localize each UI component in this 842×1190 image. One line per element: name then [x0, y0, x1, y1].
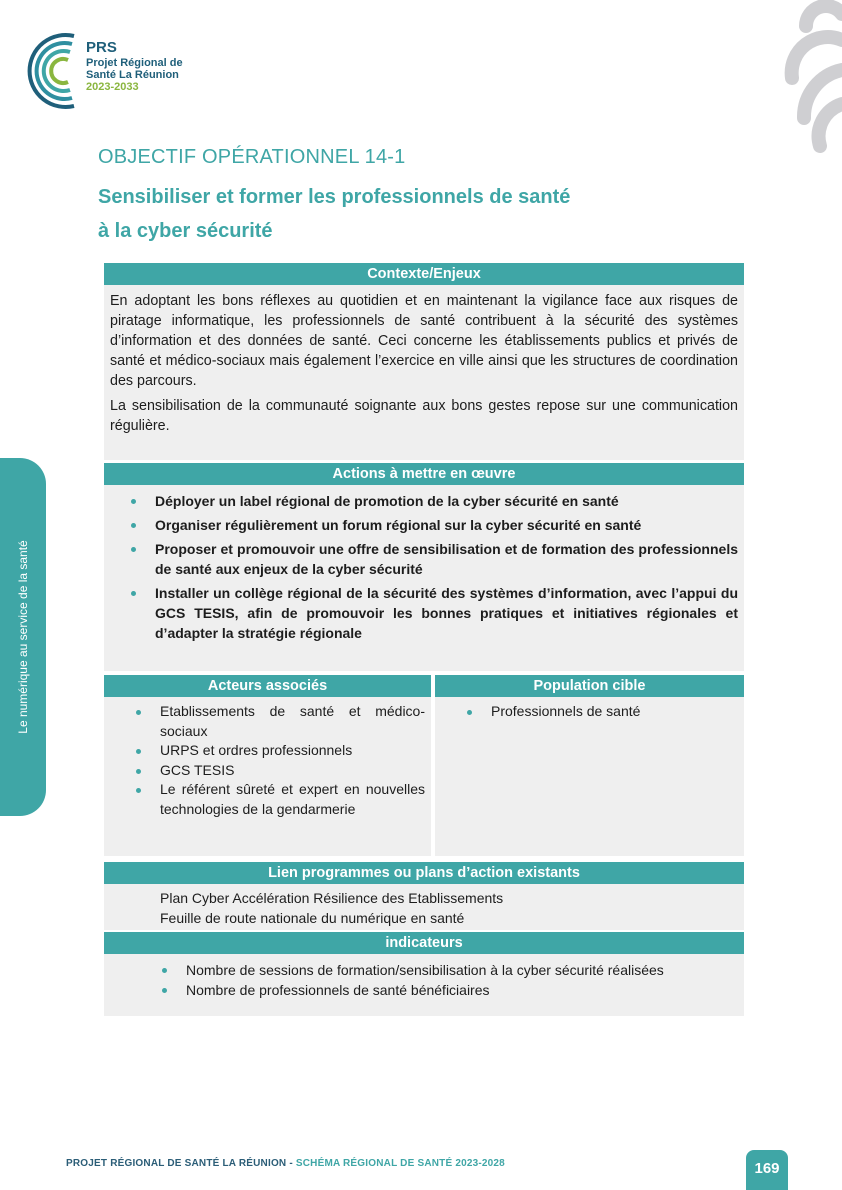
- actors-population-section: [104, 675, 744, 856]
- prs-logo-icon: [24, 30, 84, 112]
- objective-title: [98, 180, 718, 248]
- indicators-section: [104, 932, 744, 1016]
- actors-column: [104, 675, 431, 856]
- context-text: [104, 285, 744, 436]
- population-column: [435, 675, 744, 856]
- actor-item: Etablissements de santé et médico-sociaux: [160, 702, 425, 741]
- context-header: Contexte/Enjeux: [104, 263, 744, 285]
- action-item: Installer un collège régional de la sécurité des systèmes d’information, avec l’appui du GCS TESIS, afin de promouvoir les bonnes pratiques et initiatives régionales et d’adapter la stratégie régionale: [155, 585, 738, 641]
- actors-list: [104, 697, 431, 819]
- population-item: Professionnels de santé: [491, 702, 738, 722]
- indicator-item: Nombre de sessions de formation/sensibilisation à la cyber sécurité réalisées: [186, 960, 738, 980]
- population-header: Population cible: [435, 675, 744, 697]
- objective-kicker: OBJECTIF OPÉRATIONNEL 14-1: [98, 146, 406, 168]
- links-header: Lien programmes ou plans d’action existants: [104, 862, 744, 884]
- logo-name-line1: Projet Régional de: [86, 56, 183, 69]
- logo-acronym: PRS: [86, 39, 117, 56]
- logo-years: 2023-2033: [86, 80, 139, 93]
- links-line: Plan Cyber Accélération Résilience des Etablissements: [160, 890, 504, 906]
- population-list: [435, 697, 744, 722]
- context-section: [104, 263, 744, 460]
- objective-title-line2: à la cyber sécurité: [98, 220, 273, 242]
- logo-name-line2: Santé La Réunion: [86, 68, 179, 81]
- footer-schema: SCHÉMA RÉGIONAL DE SANTÉ 2023-2028: [295, 1158, 505, 1169]
- action-item: Déployer un label régional de promotion de la cyber sécurité en santé: [155, 491, 738, 511]
- context-paragraph: En adoptant les bons réflexes au quotidien et en maintenant la vigilance face aux risques de piratage informatique, les professionnels de santé contribuent à la sécurité des systèmes d’information et des données de santé. Ceci concerne les établissements publics et privés de santé et médico-sociaux mais également l’exercice en ville ainsi que les structures de coordination des parcours.: [110, 293, 738, 389]
- links-section: [104, 862, 744, 930]
- action-item: Organiser régulièrement un forum régional sur la cyber sécurité en santé: [155, 515, 738, 535]
- page-footer: [66, 1158, 505, 1169]
- links-text: [104, 884, 744, 928]
- chapter-side-tab: [0, 458, 46, 816]
- indicator-item: Nombre de professionnels de santé bénéficiaires: [186, 980, 738, 1000]
- actions-header: Actions à mettre en œuvre: [104, 463, 744, 485]
- links-line: Feuille de route nationale du numérique en santé: [160, 909, 465, 926]
- indicators-list: [104, 954, 744, 1000]
- actor-item: Le référent sûreté et expert en nouvelles technologies de la gendarmerie: [160, 780, 425, 819]
- objective-title-line1: Sensibiliser et former les professionnels de santé: [98, 186, 571, 208]
- footer-separator: -: [286, 1158, 296, 1169]
- actor-item: GCS TESIS: [160, 761, 425, 781]
- actions-list: [104, 485, 744, 643]
- chapter-side-label: Le numérique au service de la santé: [16, 540, 30, 734]
- prs-logo: [24, 30, 214, 112]
- decorative-arcs: [692, 0, 842, 160]
- actor-item: URPS et ordres professionnels: [160, 741, 425, 761]
- action-item: Proposer et promouvoir une offre de sensibilisation et de formation des professionnels de santé aux enjeux de la cyber sécurité: [155, 541, 738, 577]
- indicators-header: indicateurs: [104, 932, 744, 954]
- actions-section: [104, 463, 744, 671]
- footer-program: PROJET RÉGIONAL DE SANTÉ LA RÉUNION: [66, 1158, 287, 1169]
- actors-header: Acteurs associés: [104, 675, 431, 697]
- context-paragraph: La sensibilisation de la communauté soignante aux bons gestes repose sur une communication régulière.: [110, 398, 738, 434]
- page-number: 169: [746, 1150, 788, 1190]
